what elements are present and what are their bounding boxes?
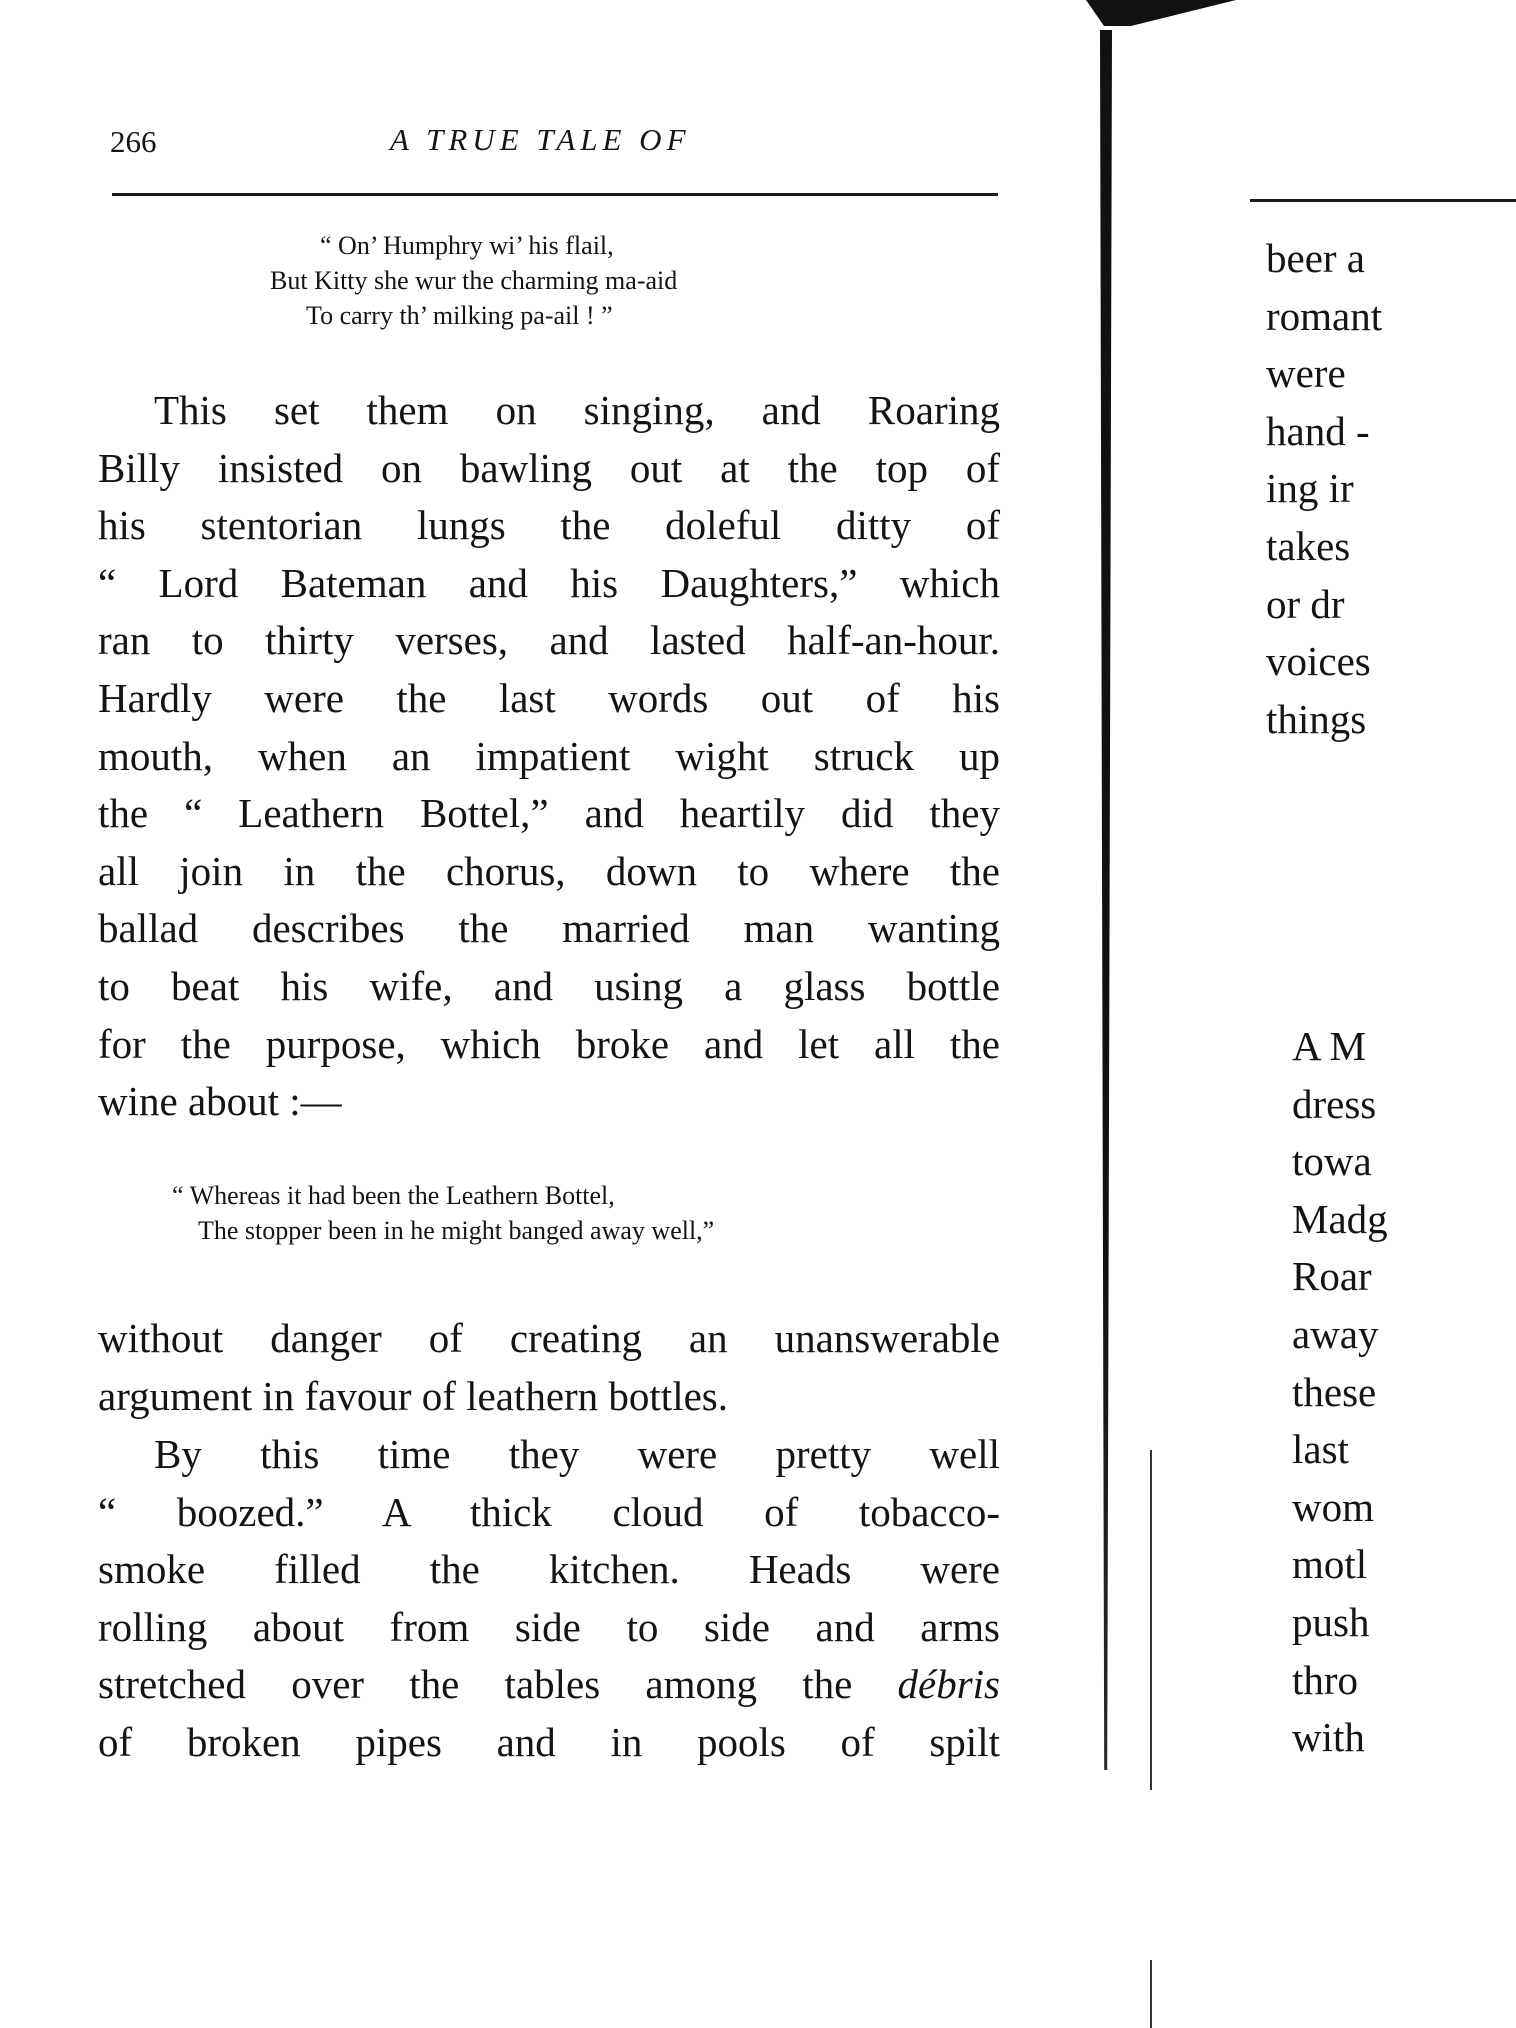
- text-line: ballad describes the married man wanting: [98, 905, 1000, 952]
- text-line: the “ Leathern Bottel,” and heartily did they: [98, 790, 1000, 837]
- verse-quote-bottel: [172, 1178, 714, 1248]
- text-fragment: Roar: [1292, 1253, 1372, 1300]
- text-line: all join in the chorus, down to where the: [98, 847, 1000, 894]
- text-line: This set them on singing, and Roaring: [154, 387, 1000, 433]
- text-line: without danger of creating an unanswerable: [98, 1315, 1000, 1361]
- verse-line: “ On’ Humphry wi’ his flail,: [320, 231, 614, 260]
- text-fragment: towa: [1292, 1138, 1372, 1185]
- paragraph-singing: [98, 382, 1000, 1131]
- text-fragment: wom: [1292, 1483, 1374, 1530]
- text-fragment: away: [1292, 1310, 1379, 1357]
- header-rule: [112, 193, 998, 196]
- text-line: for the purpose, which broke and let all the: [98, 1020, 1000, 1067]
- text-line: Hardly were the last words out of his: [98, 674, 1000, 721]
- paragraph-leathern-bottles: [98, 1310, 1000, 1425]
- verse-quote-humphry: [270, 228, 677, 333]
- text-fragment: romant: [1266, 292, 1383, 339]
- text-line: “ boozed.” A thick cloud of tobacco-: [98, 1488, 1000, 1535]
- text-line: to beat his wife, and using a glass bottle: [98, 962, 1000, 1009]
- book-spine-shadow: [1100, 30, 1112, 1770]
- text-fragment: ing ir: [1266, 465, 1354, 512]
- right-page-fragments-top: [1266, 230, 1516, 748]
- text-fragment: hand -: [1266, 407, 1370, 454]
- text-line: By this time they were pretty well: [154, 1431, 1000, 1477]
- verse-line: But Kitty she wur the charming ma-aid: [270, 266, 678, 295]
- text-fragment: with: [1292, 1714, 1365, 1761]
- text-line: wine about :—: [98, 1078, 342, 1125]
- text-line-with-italic: [98, 1656, 1000, 1714]
- text-fragment: A M: [1292, 1023, 1367, 1069]
- right-page-header-rule: [1250, 199, 1516, 202]
- book-spine-shadow-top: [1086, 0, 1236, 26]
- text-fragment: last: [1292, 1426, 1349, 1473]
- text-line: “ Lord Bateman and his Daughters,” which: [98, 559, 1000, 606]
- text-fragment: were: [1266, 350, 1346, 397]
- text-fragment: motl: [1292, 1541, 1368, 1588]
- text-line: rolling about from side to side and arms: [98, 1603, 1000, 1650]
- text-line: of broken pipes and in pools of spilt: [98, 1718, 1000, 1765]
- page-number: 266: [110, 124, 157, 159]
- text-fragment: things: [1266, 695, 1367, 742]
- text-fragment: beer a: [1266, 235, 1365, 281]
- italic-word-debris: débris: [897, 1661, 1000, 1708]
- text-fragment: or dr: [1266, 580, 1345, 627]
- text-fragment: voices: [1266, 638, 1371, 685]
- right-page-fragments-bottom: [1292, 1018, 1516, 1767]
- text-fragment: stretched over the tables among the: [98, 1661, 898, 1708]
- text-line: argument in favour of leathern bottles.: [98, 1372, 728, 1419]
- text-line: ran to thirty verses, and lasted half-an-hour.: [98, 617, 1000, 664]
- text-line: his stentorian lungs the doleful ditty of: [98, 502, 1000, 549]
- text-fragment: dress: [1292, 1080, 1377, 1127]
- paragraph-boozed: [98, 1426, 1000, 1772]
- text-fragment: push: [1292, 1598, 1370, 1645]
- text-line: mouth, when an impatient wight struck up: [98, 732, 1000, 779]
- gutter-line: [1150, 1960, 1152, 2028]
- gutter-line: [1150, 1450, 1152, 1790]
- verse-line: The stopper been in he might banged away well,”: [198, 1216, 715, 1245]
- text-fragment: thro: [1292, 1656, 1359, 1703]
- text-fragment: Madg: [1292, 1195, 1388, 1242]
- text-fragment: these: [1292, 1368, 1377, 1415]
- text-line: smoke filled the kitchen. Heads were: [98, 1546, 1000, 1593]
- verse-line: To carry th’ milking pa-ail ! ”: [306, 301, 613, 330]
- text-line: Billy insisted on bawling out at the top of: [98, 444, 1000, 491]
- text-fragment: takes: [1266, 522, 1351, 569]
- verse-line: “ Whereas it had been the Leathern Bottel,: [172, 1181, 615, 1210]
- running-head: A TRUE TALE OF: [390, 122, 691, 157]
